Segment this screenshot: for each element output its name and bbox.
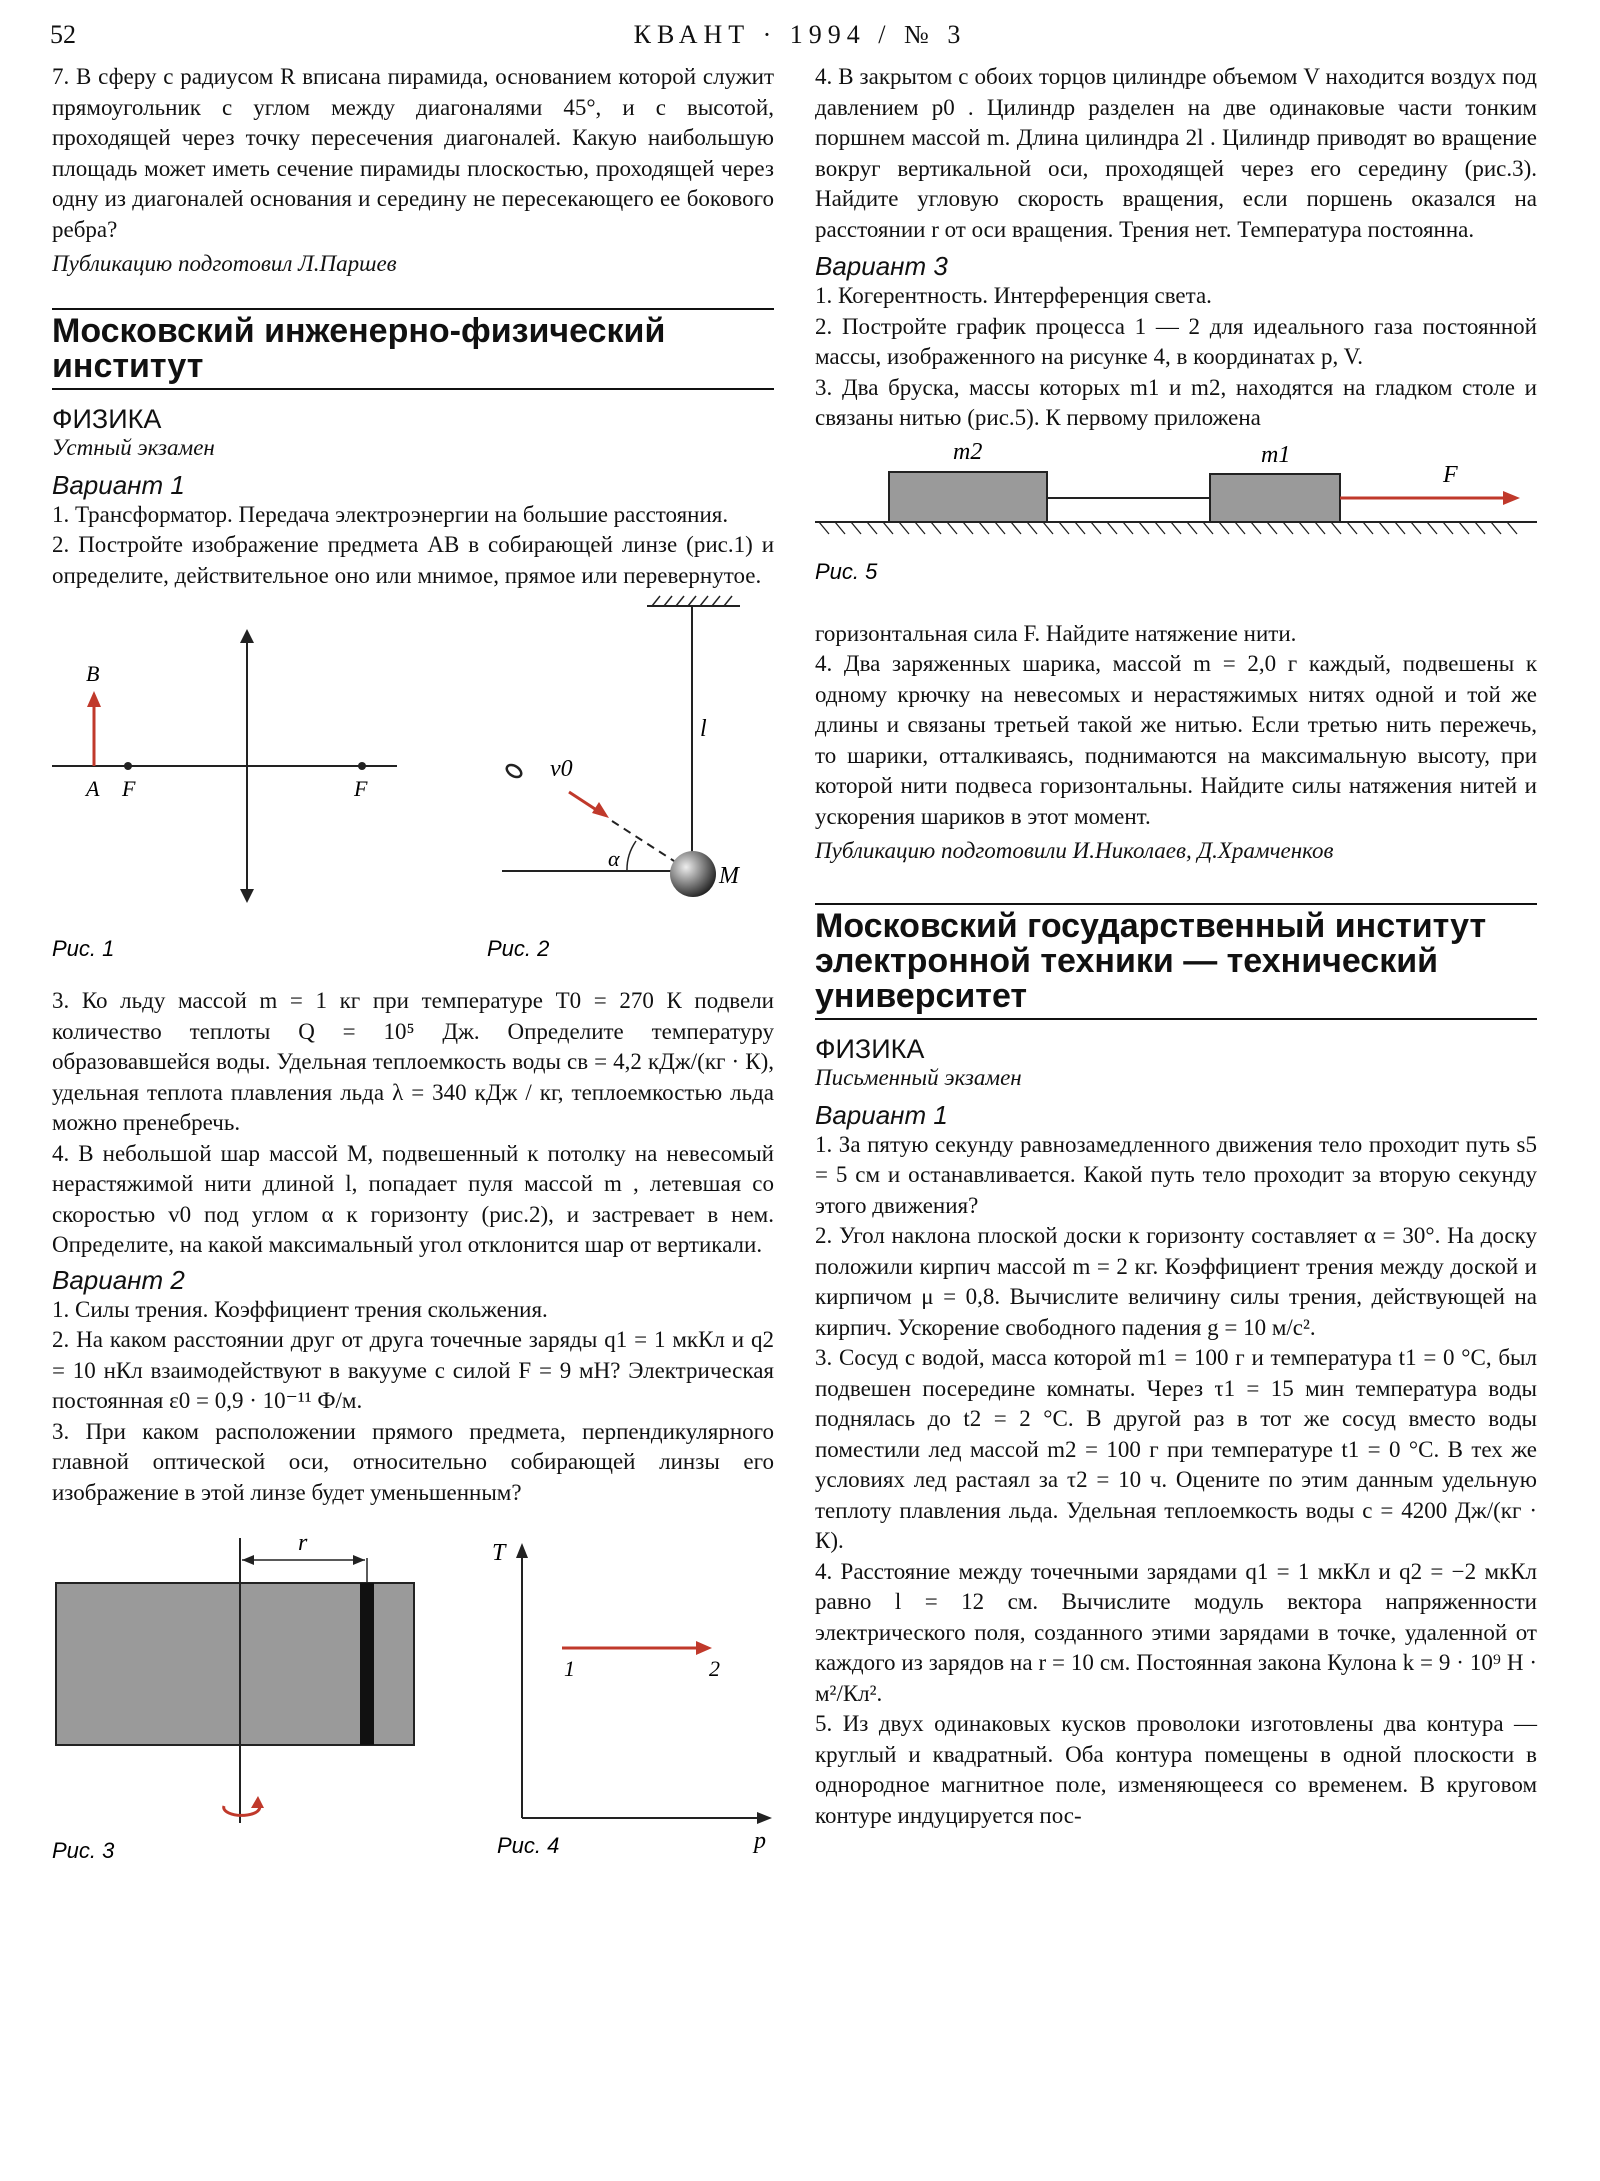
journal-title: КВАНТ · 1994 / № 3 [633, 20, 967, 49]
ceiling-hatch [652, 596, 732, 606]
v2-problem-3: 3. При каком расположении прямого предмета, перпендикулярного главной оптической оси, относительно собирающей линзы его изображение в этой линзе будет уменьшенным? [52, 1418, 774, 1505]
piston [360, 1583, 374, 1745]
page-number: 52 [50, 20, 76, 49]
v3-problem-4: 4. Два заряженных шарика, массой m = 2,0 г каждый, подвешены к одному крючку на невесомых и нерастяжимых нитях одной и той же длины и связаны третьей такой же нитью. Если третью нить пережечь, то шарики, отталкиваясь, поднимаются на максимальную высоту, при которой нити подвеса горизонтальны. Найдите силы натяжения нитей и ускорения шариков в этот момент. [815, 651, 1537, 829]
figure-1-2-svg [52, 591, 774, 986]
subject-heading-2: ФИЗИКА [815, 1033, 925, 1064]
label-F1: F [122, 776, 136, 801]
label-T: T [492, 1540, 506, 1566]
velocity-arrow [569, 792, 595, 809]
label-F2: F [354, 776, 368, 801]
r-arrow-right [353, 1555, 365, 1565]
written-problem-3: 3. Сосуд с водой, масса которой m1 = 100 г и температура t1 = 0 °C, был подвешен посередине комнаты. Через τ1 = 15 мин температура воды поднялась до t2 = 2 °C. В другой раз в тот же сосуд вместо воды поместили лед массой m2 = 100 г при температуре t1 = 0 °C. В тех же условиях лед растаял за τ2 = 10 ч. Оцените по этим данным удельную теплоту плавления льда. Удельная теплоемкость воды c = 4200 Дж/(кг · К). [815, 1345, 1537, 1553]
label-alpha: α [608, 846, 620, 871]
v1-problem-4: 4. В небольшой шар массой M, подвешенный к потолку на невесомый нерастяжимой нити длиной l, попадает пуля массой m , летевшая со скоростью v0 под углом α к горизонту (рис.2), и застревает в нем. Определите, на какой максимальный угол отклонится шар от вертикали. [52, 1140, 774, 1257]
trajectory [612, 821, 674, 861]
v1-problem-3: 3. Ко льду массой m = 1 кг при температуре T0 = 270 К подвели количество теплоты Q = 10⁵ Дж. Определите температуру образовавшейся воды. Удельная теплоемкость воды cв = 4,2 кДж/(кг · К), удельная теплота плавления льда λ = 340 кДж / кг, теплоемкостью льда можно пренебречь. [52, 988, 774, 1135]
label-F: F [1443, 461, 1458, 488]
publisher-credit-2: Публикацию подготовили И.Николаев, Д.Храмченков [815, 838, 1334, 863]
r-arrow-left [242, 1555, 254, 1565]
v1-problem-1: 1. Трансформатор. Передача электроэнергии на большие расстояния. [52, 501, 729, 527]
publisher-credit: Публикацию подготовил Л.Паршев [52, 251, 397, 276]
problem-7: 7. В сферу с радиусом R вписана пирамида, основанием которой служит прямоугольник с углом между диагоналями 45°, и с высотой, проходящей через точку пересечения диагоналей. Какую наибольшую площадь может иметь сечение пирамиды плоскостью, проходящей через одну из диагоналей основания и середину не пересекающего ее бокового ребра? [52, 64, 774, 242]
fig5-caption: Рис. 5 [815, 558, 878, 584]
exam-type-2: Письменный экзамен [815, 1064, 1022, 1090]
angle-arc [627, 841, 636, 871]
written-problem-2: 2. Угол наклона плоской доски к горизонту составляет α = 30°. На доску положили кирпич массой m = 2 кг. Коэффициент трения между доской и кирпичом μ = 0,8. Вычислите величину силы трения, действующей на кирпич. Ускорение свободного падения g = 10 м/с². [815, 1223, 1537, 1340]
lens-arrow-bottom [240, 889, 254, 903]
label-A: A [86, 776, 100, 801]
fig1-caption: Рис. 1 [52, 936, 115, 961]
lens-arrow-top [240, 629, 254, 643]
label-l: l [700, 716, 707, 742]
label-p: p [754, 1828, 766, 1854]
label-point-1: 1 [564, 1656, 575, 1681]
figure-5 [815, 434, 1537, 619]
figure-3-4-svg [52, 1508, 774, 1868]
v3-problem-3: 3. Два бруска, массы которых m1 и m2, находятся на гладком столе и связаны нитью (рис.5). К первому приложена [815, 374, 1537, 430]
label-B: B [86, 661, 100, 686]
v2-problem-4: 4. В закрытом с обоих торцов цилиндре объемом V находится воздух под давлением p0 . Цилиндр разделен на две одинаковые части тонким поршнем массой m. Длина цилиндра 2l . Цилиндр приводят во вращение вокруг вертикальной оси, проходящей через его середину (рис.3). Найдите угловую скорость вращения, если поршень оказался на расстоянии r от оси вращения. Трения нет. Температура постоянна. [815, 64, 1537, 242]
figure-1 [52, 629, 397, 961]
label-point-2: 2 [709, 1656, 720, 1681]
fig4-caption: Рис. 4 [497, 1833, 560, 1858]
label-m1: m1 [1261, 441, 1291, 468]
variant-1b-heading: Вариант 1 [815, 1099, 948, 1130]
figure-4 [492, 1540, 772, 1858]
label-v0: v0 [550, 756, 573, 782]
variant-1-heading: Вариант 1 [52, 469, 185, 500]
figures-3-4 [52, 1508, 774, 1868]
focus-point-left [124, 762, 132, 770]
v3-problem-3-continued: горизонтальная сила F. Найдите натяжение нити. [815, 620, 1297, 646]
ball-M [670, 851, 716, 897]
subject-heading: ФИЗИКА [52, 403, 162, 434]
written-problem-1: 1. За пятую секунду равнозамедленного движения тело проходит путь s5 = 5 см и останавливается. Какой путь тело проходит за вторую секунду этого движения? [815, 1131, 1537, 1218]
label-r: r [298, 1530, 308, 1556]
focus-point-right [358, 762, 366, 770]
page-header [50, 20, 1550, 60]
v2-problem-1: 1. Силы трения. Коэффициент трения скольжения. [52, 1296, 548, 1322]
velocity-arrow-head [592, 802, 609, 818]
institute-heading-2: Московский государственный институт электронной техники — технический университет [815, 903, 1537, 1020]
label-m2: m2 [953, 438, 983, 465]
p-axis-arrow [757, 1812, 772, 1824]
v3-problem-1: 1. Когерентность. Интерференция света. [815, 283, 1212, 308]
block-m1 [1210, 474, 1340, 522]
v1-problem-2: 2. Постройте изображение предмета AB в собирающей линзе (рис.1) и определите, действительное оно или мнимое, прямое или перевернутое. [52, 532, 774, 588]
written-problem-5: 5. Из двух одинаковых кусков проволоки изготовлены два контура — круглый и квадратный. Оба контура помещены в одной плоскости в однородное магнитное поле, изменяющееся со временем. В круговом контуре индуцируется пос- [815, 1711, 1537, 1828]
force-arrow-head [1503, 491, 1520, 505]
fig2-caption: Рис. 2 [487, 936, 550, 961]
fig3-caption: Рис. 3 [52, 1838, 115, 1863]
exam-type: Устный экзамен [52, 434, 215, 460]
bullet [505, 762, 524, 779]
figures-1-2 [52, 591, 774, 986]
object-arrow-head [87, 691, 101, 707]
t-axis-arrow [516, 1543, 528, 1558]
variant-3-heading: Вариант 3 [815, 251, 948, 281]
written-problem-4: 4. Расстояние между точечными зарядами q1 = 1 мкКл и q2 = −2 мкКл равно l = 12 см. Вычислите модуль вектора напряженности электрического поля, созданного этими зарядами в точке, удаленной от каждого из зарядов на r = 10 см. Постоянная закона Кулона k = 9 · 10⁹ Н · м²/Кл². [815, 1558, 1537, 1706]
label-M: M [719, 863, 739, 889]
variant-2-heading: Вариант 2 [52, 1264, 185, 1295]
figure-3 [52, 1530, 414, 1863]
process-arrow-head [696, 1641, 712, 1655]
right-column [815, 62, 1537, 1831]
rotation-arrow-head [251, 1796, 264, 1808]
table-hatch [819, 522, 1517, 534]
institute-heading: Московский инженерно-физический институт [52, 308, 774, 390]
figure-2 [487, 596, 741, 961]
figure-5-svg [815, 434, 1537, 619]
v2-problem-2: 2. На каком расстоянии друг от друга точечные заряды q1 = 1 мкКл и q2 = 10 нКл взаимодействуют в вакууме с силой F = 9 мН? Электрическая постоянная ε0 = 0,9 · 10⁻¹¹ Ф/м. [52, 1327, 774, 1413]
block-m2 [889, 472, 1047, 522]
left-column [52, 62, 774, 1868]
v3-problem-2: 2. Постройте график процесса 1 — 2 для идеального газа постоянной массы, изображенного на рисунке 4, в координатах p, V. [815, 313, 1537, 369]
